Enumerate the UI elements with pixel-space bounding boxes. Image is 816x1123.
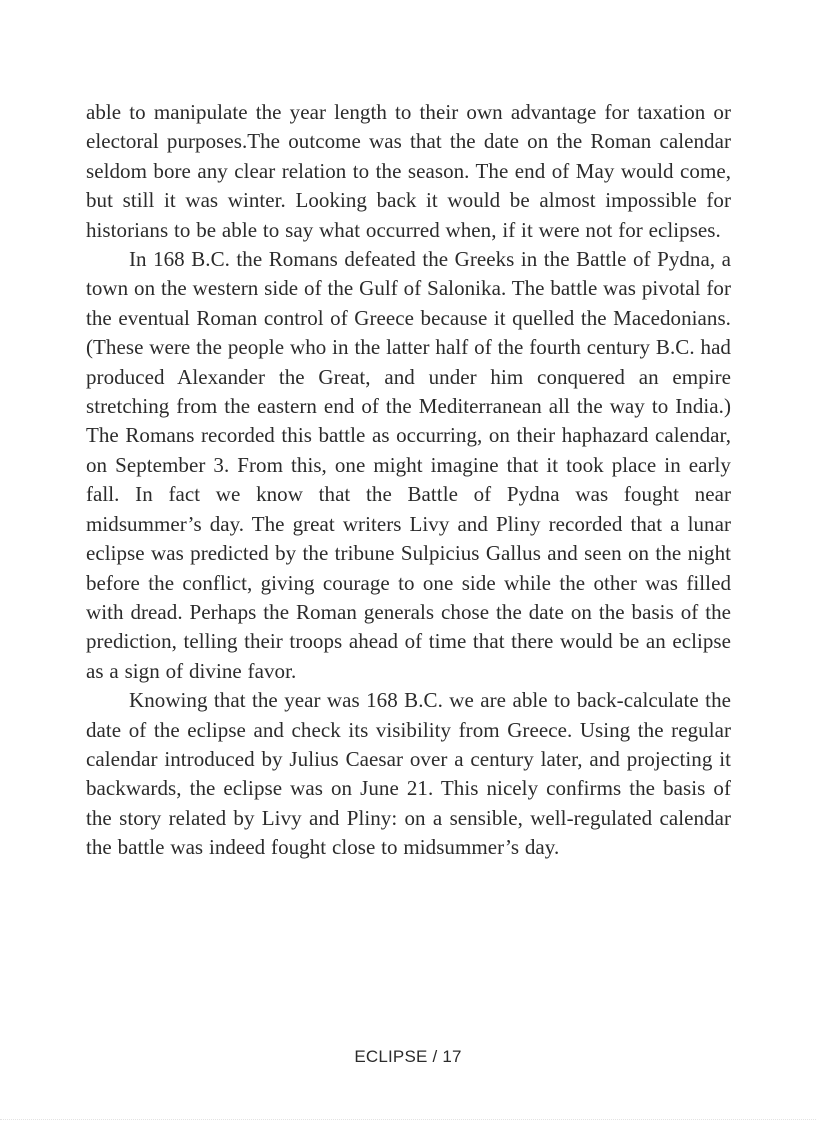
running-footer: ECLIPSE / 17 [354, 1047, 462, 1066]
paragraph-3: Knowing that the year was 168 B.C. we are able to back-calculate the date of the eclipse and check its visibility from Greece. Using the regular calendar introduced by Julius Caesar over a century later, and projecting it backwards, the eclipse was on June 21. This nicely confirms the basis of the story related by Livy and Pliny: on a sensible, well-regulated calendar the battle was indeed fought close to midsummer’s day. [86, 688, 731, 860]
page-bottom-divider [0, 1119, 816, 1120]
paragraph-2: In 168 B.C. the Romans defeated the Greeks in the Battle of Pydna, a town on the western side of the Gulf of Salonika. The battle was pivotal for the eventual Roman control of Greece because it quelled the Macedonians. (These were the people who in the latter half of the fourth century B.C. had produced Alexander the Great, and under him conquered an empire stretching from the eastern end of the Mediterranean all the way to India.) The Romans recorded this battle as occurring, on their haphazard calendar, on September 3. From this, one might imagine that it took place in early fall. In fact we know that the Battle of Pydna was fought near midsummer’s day. The great writers Livy and Pliny recorded that a lunar eclipse was predicted by the tribune Sulpicius Gallus and seen on the night before the conflict, giving courage to one side while the other was filled with dread. Perhaps the Roman generals chose the date on the basis of the prediction, telling their troops ahead of time that there would be an eclipse as a sign of divine favor. [86, 247, 731, 683]
page-body [86, 98, 731, 863]
paragraph-1: able to manipulate the year length to their own advantage for taxation or electoral purposes.The outcome was that the date on the Roman calendar seldom bore any clear relation to the season. The end of May would come, but still it was winter. Looking back it would be almost impossible for historians to be able to say what occurred when, if it were not for eclipses. [86, 100, 731, 242]
